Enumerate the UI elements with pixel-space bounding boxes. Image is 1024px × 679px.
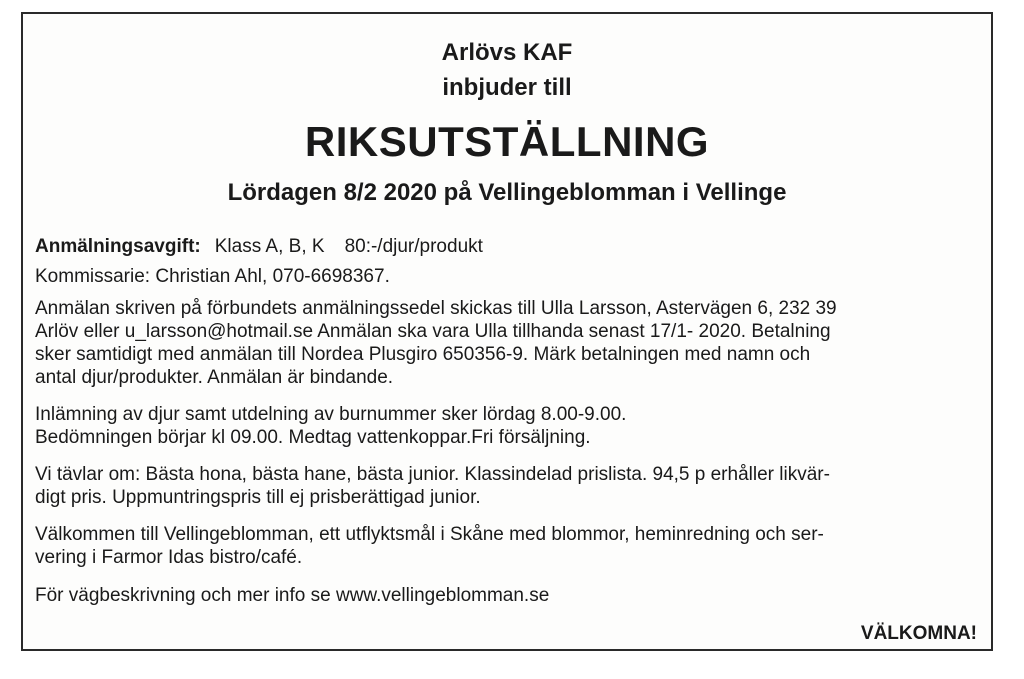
closing-welcome: VÄLKOMNA! (860, 623, 977, 644)
event-title: RIKSUTSTÄLLNING (304, 118, 710, 165)
commissioner-line: Kommissarie: Christian Ahl, 070-6698367. (35, 266, 390, 287)
invite-line: inbjuder till (442, 74, 572, 101)
fee-label: Anmälningsavgift: (35, 236, 201, 257)
prizes-line: Vi tävlar om: Bästa hona, bästa hane, bästa junior. Klassindelad prislista. 94,5 p erhåller likvär- (35, 464, 830, 485)
venue-paragraph (35, 523, 979, 569)
prizes-line: digt pris. Uppmuntringspris till ej prisberättigad junior. (35, 487, 481, 508)
directions-line: För vägbeskrivning och mer info se www.vellingeblomman.se (35, 585, 550, 606)
venue-line: vering i Farmor Idas bistro/café. (35, 547, 303, 568)
fee-line (35, 235, 979, 258)
fee-price: 80:-/djur/produkt (344, 236, 483, 257)
event-date-venue: Lördagen 8/2 2020 på Vellingeblomman i Vellinge (227, 179, 787, 206)
registration-line: Anmälan skriven på förbundets anmälningssedel skickas till Ulla Larsson, Astervägen 6, 232 39 (35, 298, 837, 319)
registration-line: antal djur/produkter. Anmälan är bindande. (35, 367, 394, 388)
registration-paragraph (35, 297, 979, 389)
submission-line: Inlämning av djur samt utdelning av burnummer sker lördag 8.00-9.00. (35, 404, 627, 425)
submission-paragraph (35, 403, 979, 449)
submission-line: Bedömningen börjar kl 09.00. Medtag vattenkoppar.Fri försäljning. (35, 427, 591, 448)
fee-classes: Klass A, B, K (214, 236, 325, 257)
prizes-paragraph (35, 463, 979, 509)
venue-line: Välkommen till Vellingeblomman, ett utflyktsmål i Skåne med blommor, heminredning och ser- (35, 524, 824, 545)
announcement-frame (21, 12, 993, 651)
registration-line: Arlöv eller u_larsson@hotmail.se Anmälan ska vara Ulla tillhanda senast 17/1- 2020. Betalning (35, 321, 831, 342)
registration-line: sker samtidigt med anmälan till Nordea Plusgiro 650356-9. Märk betalningen med namn och (35, 344, 811, 365)
organizer-name: Arlövs KAF (441, 39, 573, 66)
